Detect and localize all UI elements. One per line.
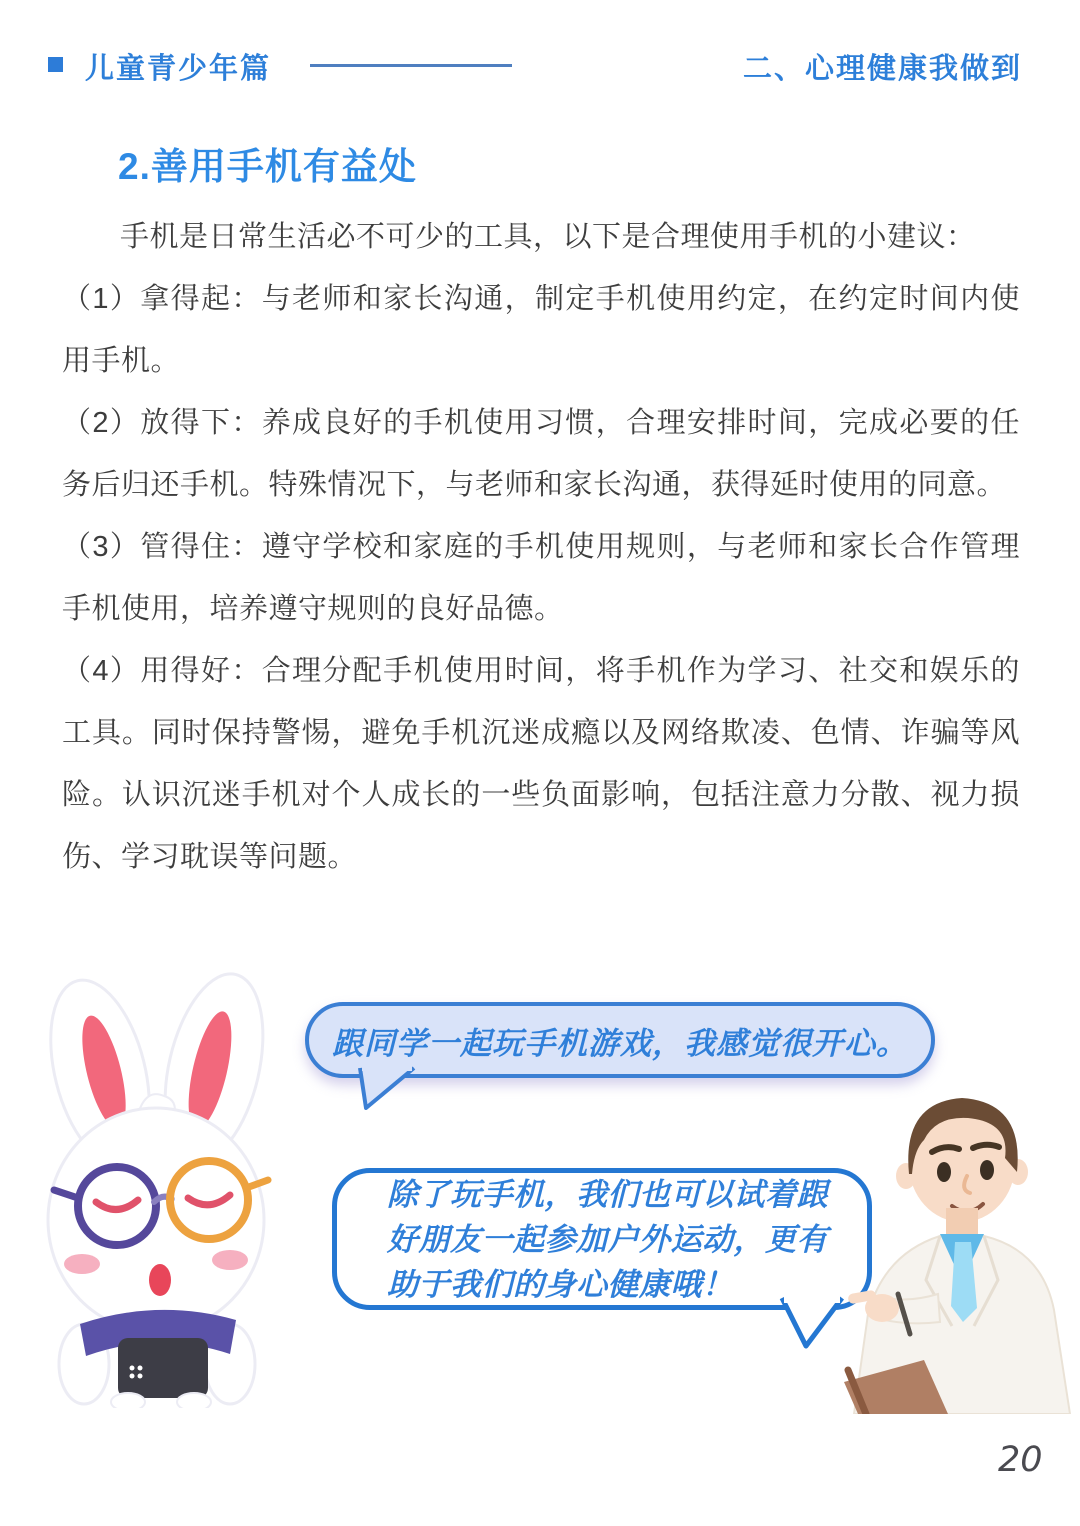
doctor-speech-bubble xyxy=(332,1168,872,1310)
header-bullet-square xyxy=(48,57,63,72)
header-divider-line xyxy=(310,64,512,67)
body-text-block xyxy=(62,206,1020,888)
doctor-eyebrow-right xyxy=(973,1145,999,1148)
student-speech-text: 跟同学一起玩手机游戏，我感觉很开心。 xyxy=(332,1025,908,1061)
tip-paragraph-3: （3）管得住：遵守学校和家庭的手机使用规则，与老师和家长合作管理手机使用，培养遵守规则的良好品德。 xyxy=(62,531,1020,625)
doctor-speech-text: 除了玩手机，我们也可以试着跟好朋友一起参加户外运动，更有助于我们的身心健康哦！ xyxy=(387,1176,828,1302)
tip-paragraph-2: （2）放得下：养成良好的手机使用习惯，合理安排时间，完成必要的任务后归还手机。特殊情况下，与老师和家长沟通，获得延时使用的同意。 xyxy=(62,407,1020,501)
student-bubble-tail xyxy=(352,1066,422,1112)
rabbit-cheek-left xyxy=(64,1254,100,1274)
rabbit-foot-right xyxy=(177,1393,211,1408)
rabbit-mascot xyxy=(22,972,306,1408)
tip-paragraph-4: （4）用得好：合理分配手机使用时间，将手机作为学习、社交和娱乐的工具。同时保持警惕，避免手机沉迷成瘾以及网络欺凌、色情、诈骗等风险。认识沉迷手机对个人成长的一些负面影响，包括注意力分散、视力损伤、学习耽误等问题。 xyxy=(62,655,1020,873)
intro-paragraph: 手机是日常生活必不可少的工具，以下是合理使用手机的小建议： xyxy=(120,221,976,253)
tip-paragraph-1: （1）拿得起：与老师和家长沟通，制定手机使用约定，在约定时间内使用手机。 xyxy=(62,283,1020,377)
doctor-neck xyxy=(946,1208,978,1238)
section-heading: 2.善用手机有益处 xyxy=(118,146,417,187)
rabbit-foot-left xyxy=(111,1393,145,1408)
header-section-label: 儿童青少年篇 xyxy=(85,53,272,85)
page-number: 20 xyxy=(998,1440,1043,1480)
rabbit-mascot-illustration xyxy=(22,972,306,1408)
doctor-eye-left xyxy=(937,1162,951,1182)
rabbit-mouth xyxy=(149,1264,171,1296)
rabbit-cheek-right xyxy=(212,1250,248,1270)
doctor-illustration xyxy=(840,1082,1080,1414)
doctor-eye-right xyxy=(980,1160,994,1180)
doctor xyxy=(840,1082,1080,1414)
header-chapter-label: 二、心理健康我做到 xyxy=(742,53,1022,85)
